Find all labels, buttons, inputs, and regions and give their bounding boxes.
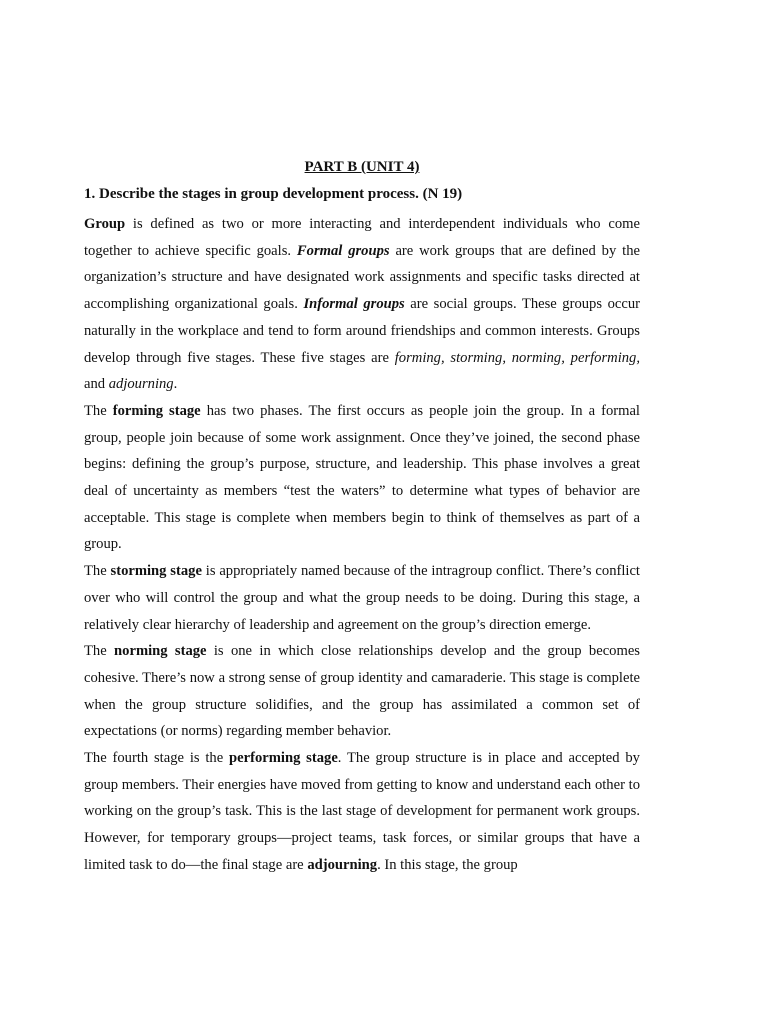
term-storming-stage: storming stage xyxy=(110,563,202,580)
text-span: is defined as two or more interacting and interdependent individuals who come together to achieve specific goals. xyxy=(84,216,640,259)
paragraph-performing-stage xyxy=(84,745,640,879)
term-performing-stage: performing stage xyxy=(229,750,338,767)
document-page xyxy=(84,157,640,879)
text-span: The xyxy=(84,643,115,660)
section-heading: PART B (UNIT 4) xyxy=(304,159,420,175)
text-span: . The group structure is in place and accepted by group members. Their energies have moved from getting to know and understand each other to working on the group’s task. This is the last stage of development for permanent work groups. However, for temporary groups—project teams, task forces, or similar groups that have a limited task to do—the final stage are xyxy=(84,750,640,873)
paragraph-norming-stage xyxy=(84,638,640,745)
text-span: The fourth stage is the xyxy=(84,750,230,767)
term-adjourning-bold: adjourning xyxy=(307,856,378,873)
text-span: are work groups that are defined by the organization’s structure and have designated work assignments and specific tasks directed at accomplishing organizational goals. xyxy=(84,242,640,313)
text-span: The xyxy=(84,563,111,580)
paragraph-storming-stage xyxy=(84,558,640,638)
question-title: 1. Describe the stages in group development process. (N 19) xyxy=(84,186,463,202)
term-group: Group xyxy=(84,216,126,232)
stage-list: forming, storming, norming, performing, xyxy=(394,349,640,366)
term-norming-stage: norming stage xyxy=(114,643,207,660)
text-span: are social groups. These groups occur naturally in the workplace and tend to form around friendships and common interests. Groups develop through five stages. These five stages are xyxy=(84,296,641,366)
text-span: is appropriately named because of the intragroup conflict. There’s conflict over who will control the group and what the group needs to be doing. During this stage, a relatively clear hierarchy of leadership and agreement on the group’s direction emerge. xyxy=(84,563,640,633)
term-informal-groups: Informal groups xyxy=(303,296,405,313)
text-span: has two phases. The first occurs as people join the group. In a formal group, people join because of some work assignment. Once they’ve joined, the second phase begins: defining the group’s purpose, structure, and leadership. This phase involves a great deal of uncertainty as members “test the waters” to determine what types of behavior are acceptable. This stage is complete when members begin to think of themselves as part of a group. xyxy=(84,402,640,553)
paragraph-group-definition xyxy=(84,211,640,398)
text-span: and xyxy=(84,376,109,393)
text-span: . xyxy=(173,376,178,393)
text-span: . In this stage, the group xyxy=(377,856,518,873)
term-adjourning: adjourning xyxy=(108,376,174,393)
text-span: The xyxy=(84,402,113,419)
paragraph-forming-stage xyxy=(84,398,640,558)
text-span: is one in which close relationships develop and the group becomes cohesive. There’s now a strong sense of group identity and camaraderie. This stage is complete when the group structure solidifies, and the group has assimilated a common set of expectations (or norms) regarding member behavior. xyxy=(84,643,640,740)
term-formal-groups: Formal groups xyxy=(296,242,390,259)
term-forming-stage: forming stage xyxy=(112,402,201,419)
